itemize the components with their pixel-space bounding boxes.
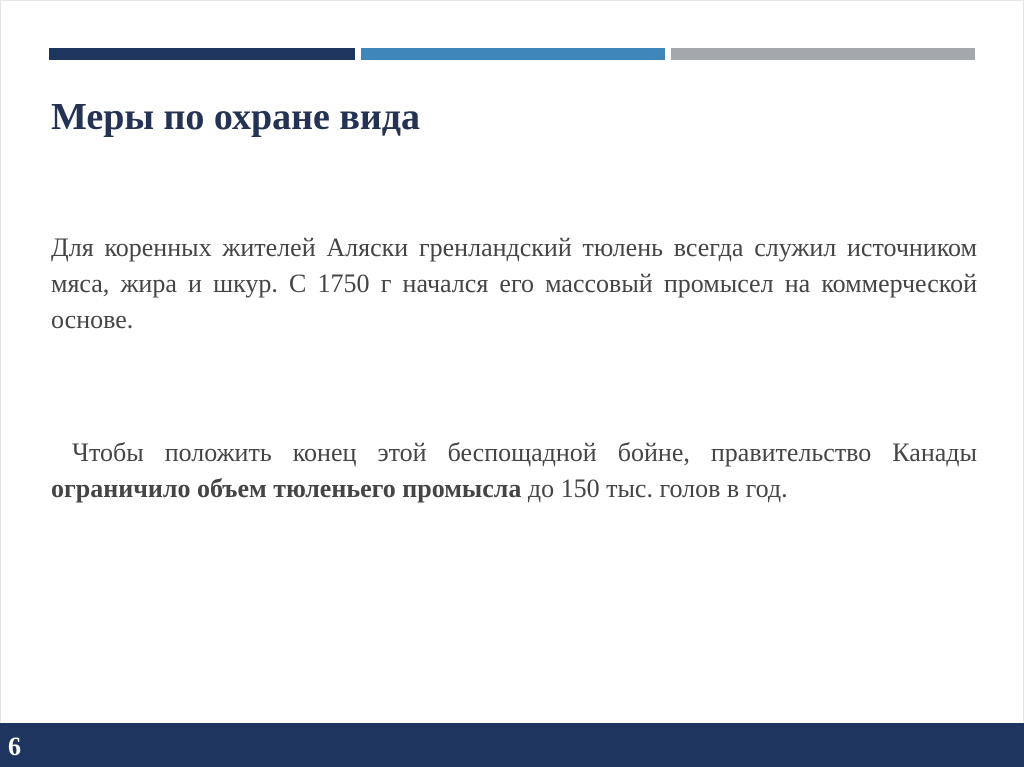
header-accent-bars bbox=[49, 48, 975, 60]
paragraph-regulation-intro: Чтобы положить конец этой беспощадной бойне, правительство Канады bbox=[72, 438, 978, 467]
paragraph-regulation-emphasis: ограничило объем тюленьего промысла bbox=[51, 474, 522, 503]
slide-title: Меры по охране вида bbox=[51, 96, 421, 138]
paragraph-regulation-end: до 150 тыс. голов в год. bbox=[527, 474, 788, 503]
slide-number: 6 bbox=[8, 732, 21, 761]
paragraph-regulation bbox=[51, 435, 977, 507]
accent-bar-gray bbox=[671, 48, 975, 60]
accent-bar-blue bbox=[361, 48, 665, 60]
accent-bar-dark bbox=[49, 48, 355, 60]
paragraph-history: Для коренных жителей Аляски гренландский тюлень всегда служил источником мяса, жира и шкур. С 1750 г начался его массовый промысел на коммерческой основе. bbox=[51, 233, 977, 334]
footer-band bbox=[0, 723, 1024, 767]
